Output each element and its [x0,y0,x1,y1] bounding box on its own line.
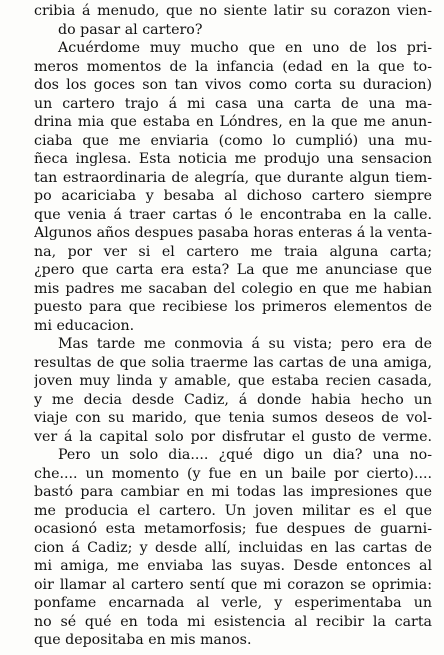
text-line: ¿pero que carta era esta? La que me anunciase que [34,262,432,278]
text-line: mi amiga, me enviaba las suyas. Desde entonces al [34,558,432,574]
text-line: oir llamar al cartero sentí que mi corazon se oprimia: [34,576,432,593]
text-line: dos los goces son tan vivos como corta su duracion) [34,77,432,93]
text-line: resultas de que solia traerme las cartas de una amiga, [34,354,432,371]
text-line: ver á la capital solo por disfrutar el gusto de verme. [34,428,432,445]
text-line: que depositaba en mis manos. [34,632,252,648]
text-line: po acariciaba y besaba al dichoso cartero siempre [34,188,432,204]
text-line: drina mia que estaba en Lóndres, en la que me anun- [34,114,432,130]
text-line: Pero un solo dia.... ¿qué digo un dia? una no- [58,447,432,463]
text-line: Mas tarde me conmovia á su vista; pero era de [58,336,432,352]
text-line: bastó para cambiar en mi todas las impresiones que [34,484,432,500]
text-line: que venia á traer cartas ó le encontraba en la calle. [34,206,432,223]
text-line: ocasionó esta metamorfosis; fue despues de guarni- [34,521,432,537]
text-line: ponfame encarnada al verle, y esperimentaba un [34,595,432,611]
text-line: viaje con su marido, que tenia sumos deseos de vol- [34,410,432,426]
text-line: joven muy linda y amable, que estaba recien casada, [34,373,432,389]
text-line: un cartero trajo á mi casa una carta de una ma- [34,95,432,112]
text-line: ciaba que me enviaria (como lo cumplió) una mu- [34,132,432,149]
text-line: Acuérdome muy mucho que en uno de los pri- [58,40,432,56]
text-line: cribia á menudo, que no siente latir su corazon vien- [34,3,432,19]
text-line: me producia el cartero. Un joven militar es el que [34,502,432,519]
text-line: na, por ver si el cartero me traia alguna carta; [34,243,432,260]
text-line: tan estraordinaria de alegría, que durante algun tiem- [34,169,432,186]
text-line: che.... un momento (y fue en un baile por cierto).... [34,465,432,482]
text-line: ñeca inglesa. Esta noticia me produjo una sensacion [34,151,432,167]
text-line: meros momentos de la infancia (edad en la que to- [34,58,432,75]
text-line: puesto para que recibiese los primeros elementos de [34,299,432,315]
text-line: do pasar al cartero? [58,21,203,38]
text-line: mis padres me sacaban del colegio en que me habian [34,280,432,297]
text-line: Algunos años despues pasaba horas enteras á la venta- [34,225,432,241]
page-text [34,2,432,650]
text-line: y me decia desde Cadiz, á donde habia hecho un [34,391,432,408]
text-line: no sé qué en toda mi esistencia al recibir la carta [34,613,432,630]
text-line: mi educacion. [34,317,135,334]
text-line: cion á Cadiz; y desde allí, incluidas en las cartas de [34,539,432,556]
